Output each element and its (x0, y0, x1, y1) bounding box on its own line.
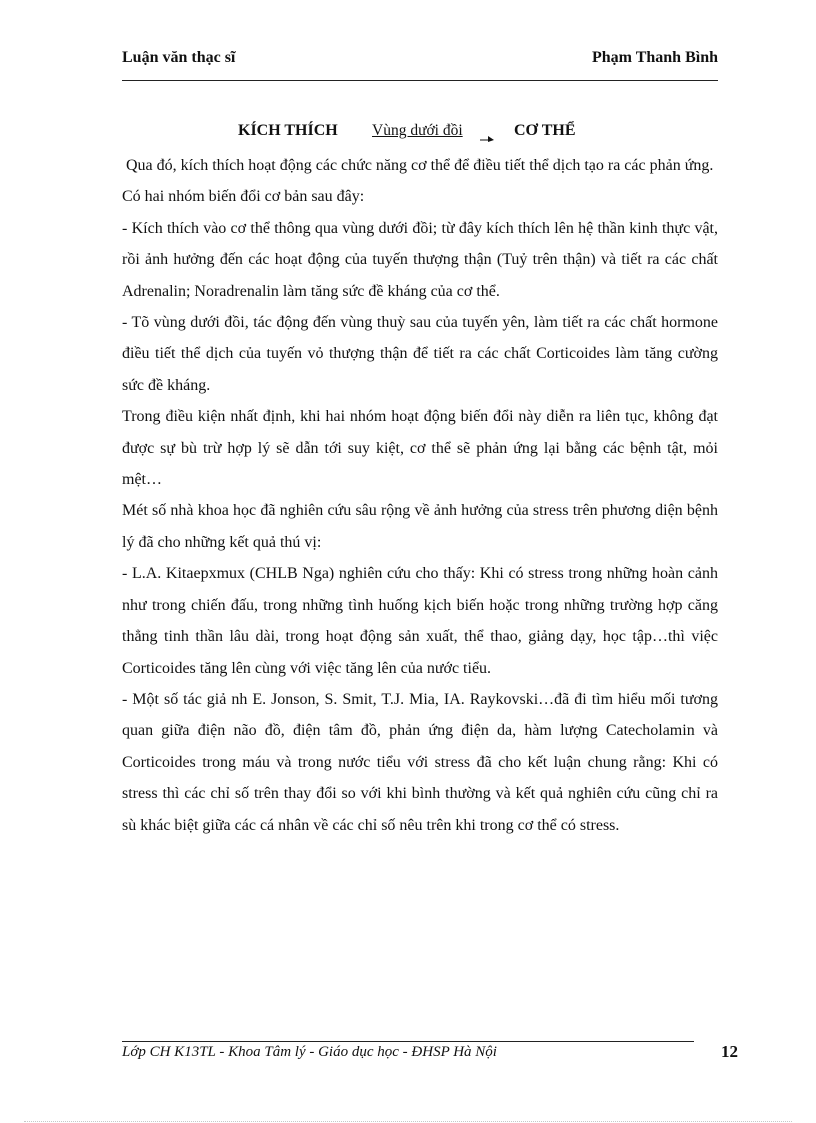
header-divider (122, 80, 718, 81)
paragraph: Có hai nhóm biến đổi cơ bản sau đây: (122, 188, 365, 206)
footer-institution: Lớp CH K13TL - Khoa Tâm lý - Giáo dục học - ĐHSP Hà Nội (122, 1044, 497, 1060)
stimulus-scheme (122, 120, 718, 146)
page-number: 12 (721, 1042, 738, 1061)
paragraph: - Tõ vùng dưới đồi, tác động đến vùng thuỳ sau của tuyến yên, làm tiết ra các chất hormone điều tiết thể dịch của tuyến vỏ thượng thận để tiết ra các chất Corticoides làm tăng cường sức đề kháng. (122, 314, 718, 394)
header-thesis-label: Luận văn thạc sĩ (122, 49, 236, 66)
paragraph: - Một số tác giả nh E. Jonson, S. Smit, T.J. Mia, IA. Raykovski…đã đi tìm hiểu mối tương quan giữa điện não đồ, điện tâm đồ, phản ứng điện da, hàm lượng Catecholamin và Corticoides trong máu và trong nước tiểu với stress đã cho kết luận chung rằng: Khi có stress thì các chỉ số trên thay đổi so với khi bình thường và kết quả nghiên cứu cũng chỉ ra sù khác biệt giữa các cá nhân về các chỉ số nêu trên khi trong cơ thể có stress. (122, 690, 718, 834)
scheme-hypothalamus-label: Vùng dưới đồi (372, 122, 463, 139)
arrow-right-icon (480, 130, 494, 142)
paragraph: Trong điều kiện nhất định, khi hai nhóm hoạt động biến đổi này diễn ra liên tục, không đạt được sự bù trừ hợp lý sẽ dẫn tới suy kiệt, cơ thể sẽ phản ứng lại bằng các bệnh tật, mỏi mệt… (122, 408, 718, 489)
paragraph: - Kích thích vào cơ thể thông qua vùng dưới đồi; từ đây kích thích lên hệ thần kinh thực vật, rồi ảnh hưởng đến các hoạt động của tuyến thượng thận (Tuỷ trên thận) và tiết ra các chất Adrenalin; Noradrenalin làm tăng sức đề kháng của cơ thể. (122, 219, 718, 300)
page-header (122, 49, 718, 73)
paragraph: Mét số nhà khoa học đã nghiên cứu sâu rộng về ảnh hưởng của stress trên phương diện bệnh lý đã cho những kết quả thú vị: (122, 502, 718, 551)
scheme-body-label: CƠ THỂ (514, 122, 576, 139)
page-footer (122, 1044, 738, 1068)
header-author-name: Phạm Thanh Bình (592, 49, 718, 66)
paragraph: - L.A. Kitaepxmux (CHLB Nga) nghiên cứu cho thấy: Khi có stress trong những hoàn cảnh như trong chiến đấu, trong những tình huống kịch biến hoặc trong những trường hợp căng thẳng tinh thần lâu dài, trong hoạt động sản xuất, thể thao, giảng dạy, học tập…thì việc Corticoides tăng lên cùng với việc tăng lên của nước tiểu. (122, 565, 718, 677)
scheme-stimulus-label: KÍCH THÍCH (238, 122, 338, 139)
paragraph: Qua đó, kích thích hoạt động các chức năng cơ thể để điều tiết thể dịch tạo ra các phản ứng. (126, 157, 714, 174)
page-edge-divider (24, 1121, 792, 1122)
footer-divider (122, 1041, 694, 1042)
body-text (122, 150, 718, 841)
